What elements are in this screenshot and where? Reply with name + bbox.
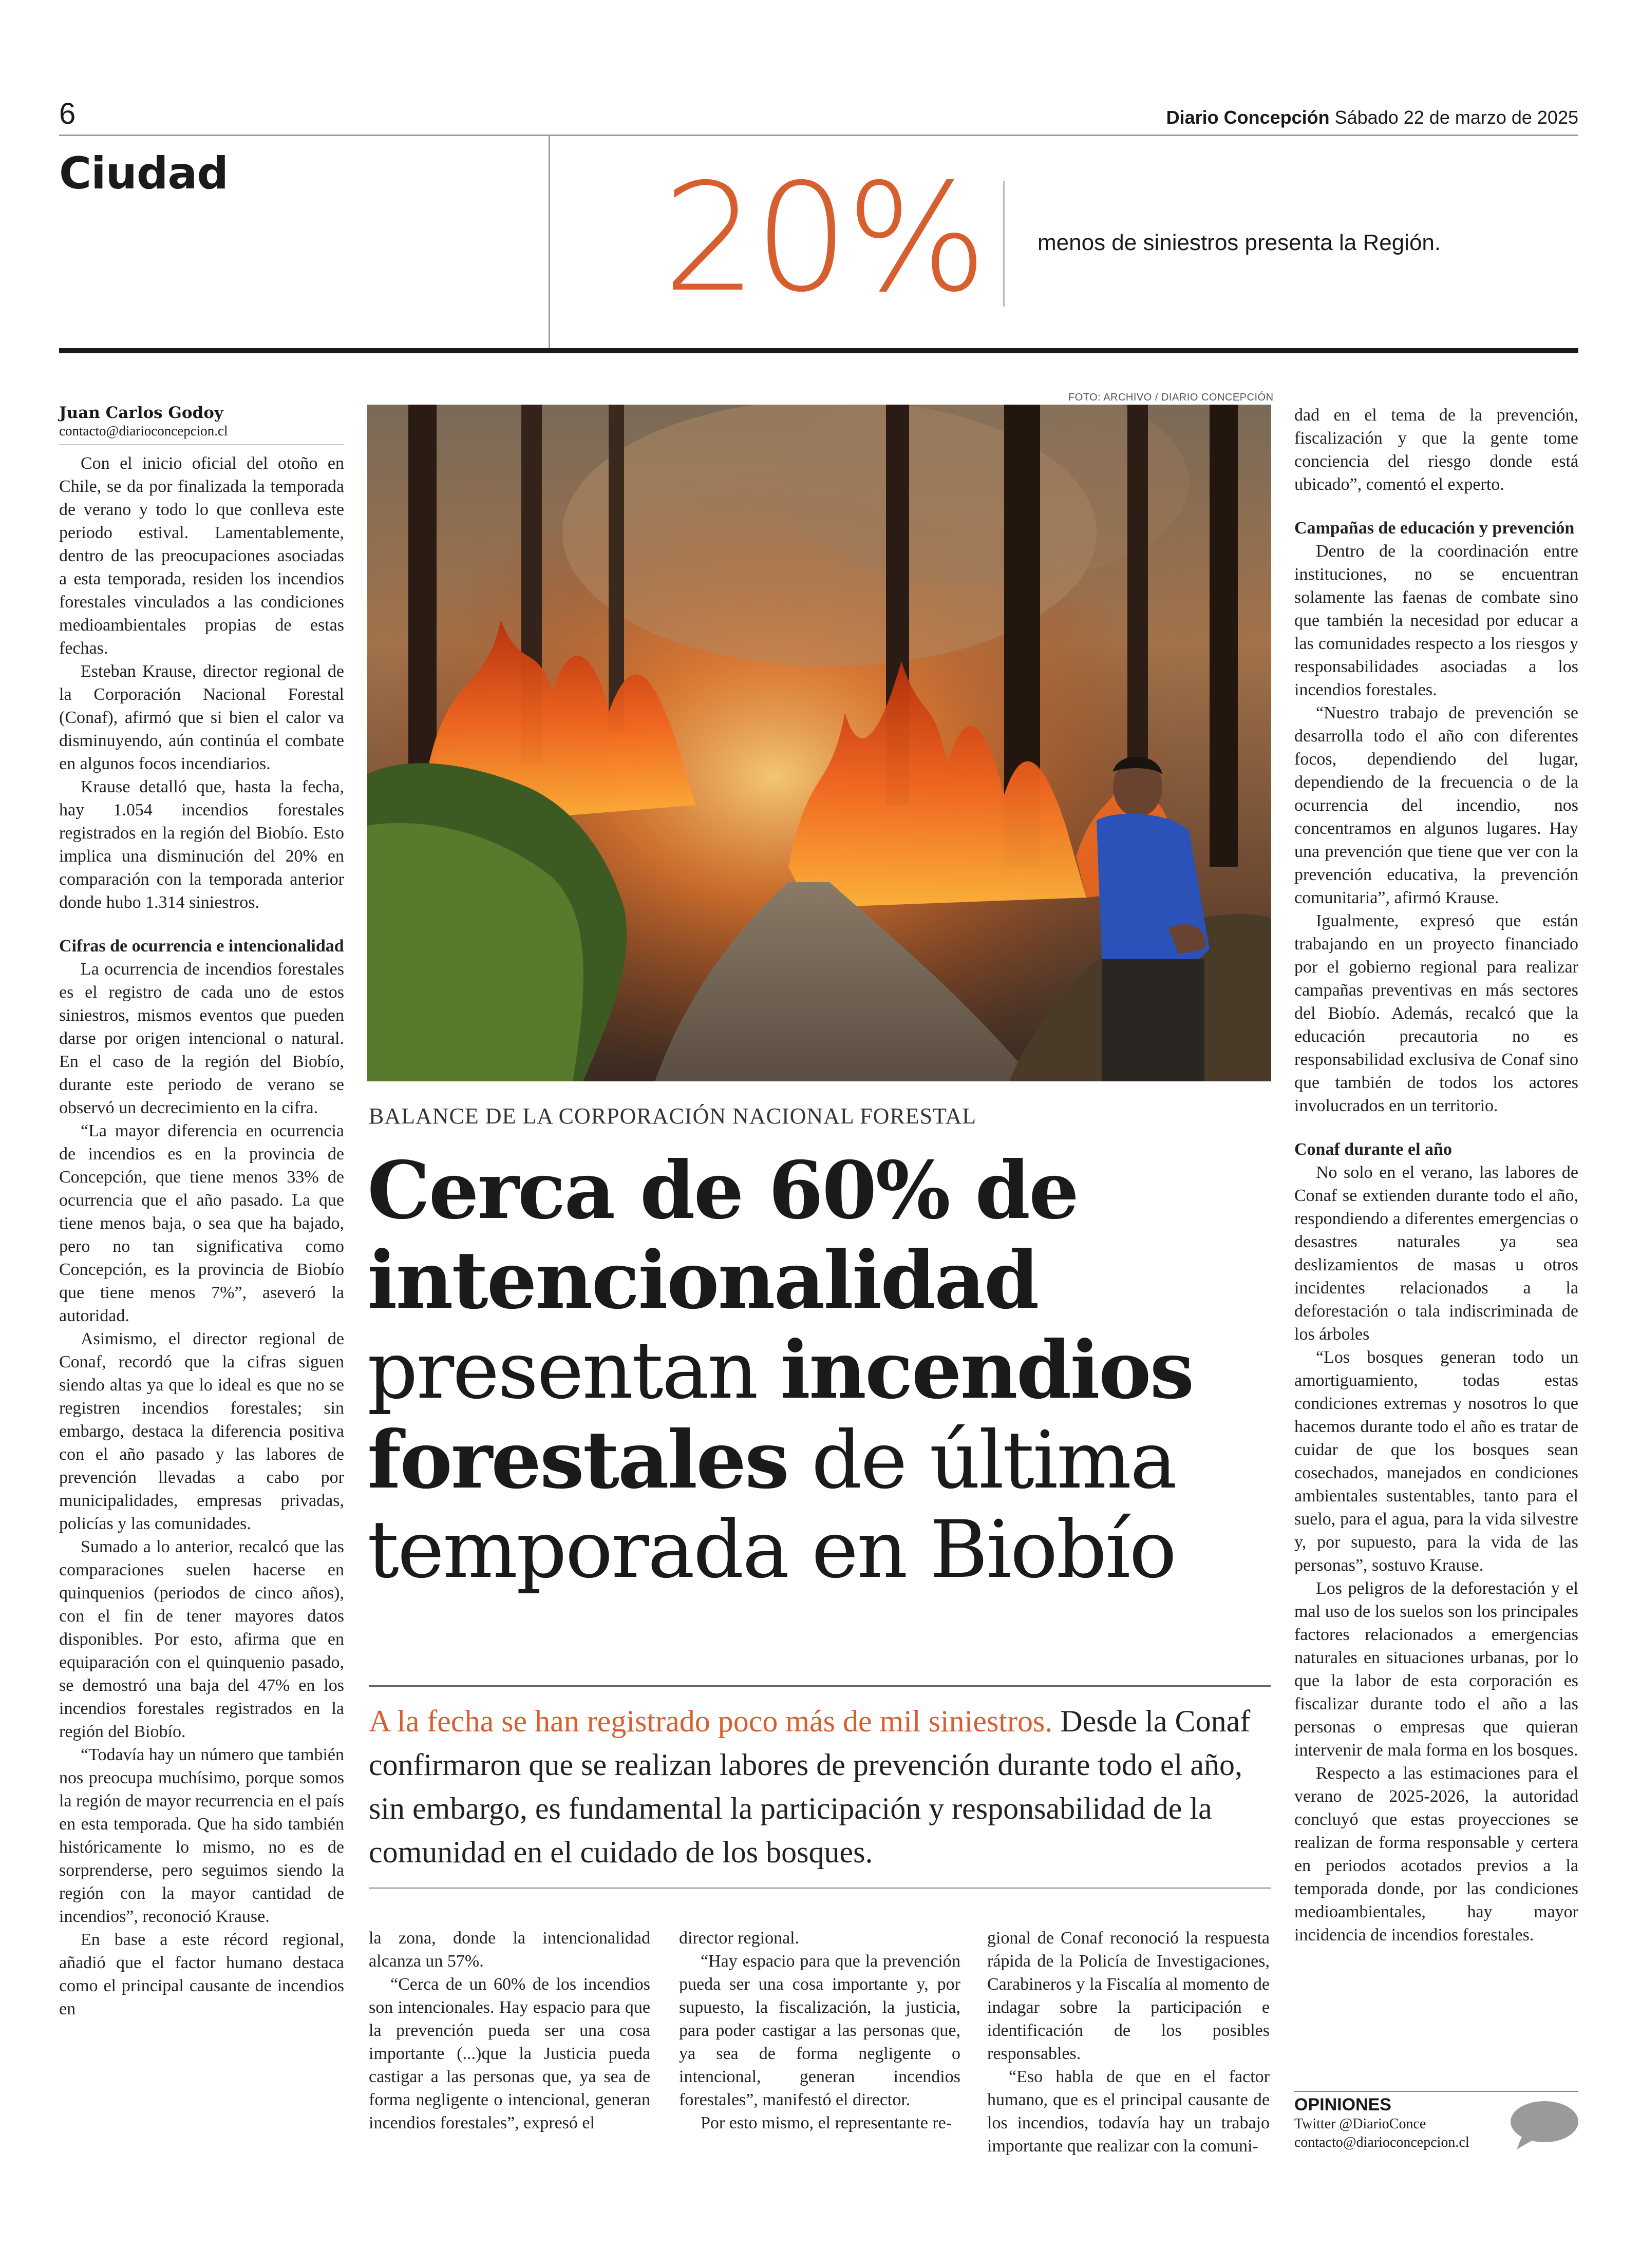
opinions-rule [1294,2091,1578,2092]
headline-rule [369,1685,1271,1687]
lede [369,1700,1271,1874]
stat-value: 20% [663,152,985,325]
paragraph: Con el inicio oficial del otoño en Chile, se da por finalizada la temporada de verano y todo lo que conlleva este periodo estival. Lamentablemente, dentro de las preocupaciones asociadas a esta temporada, residen los incendios forestales vinculados a las condiciones medioambientales propias de estas fechas. [59,454,344,658]
paragraph: No solo en el verano, las labores de Conaf se extienden durante todo el año, respondiendo a diferentes emergencias o desastres naturales ya sea deslizamientos de masas u otros incidentes relacionados a la deforestación o tala indiscriminada de los árboles [1294,1163,1578,1344]
paragraph: Los peligros de la deforestación y el mal uso de los suelos son los principales factores relacionados a emergencias naturales en situaciones urbanas, por lo que la labor de esta corporación es fiscalizar durante todo el año a las personas o empresas que quieran intervenir de mala forma en los bosques. [1294,1579,1578,1760]
paragraph: “Eso habla de que en el factor humano, que es el principal causante de los incendios, todavía hay un trabajo importante que realizar con la comuni- [987,2067,1270,2156]
forest-fire-photo [367,405,1271,1081]
lede-highlight: A la fecha se han registrado poco más de mil siniestros. [369,1704,1053,1738]
subheading: Cifras de ocurrencia e intencionalidad [59,937,344,956]
paragraph: dad en el tema de la prevención, fiscalización y que la gente tome conciencia del riesgo donde está ubicado”, comentó el experto. [1294,406,1578,494]
paragraph: “Hay espacio para que la prevención pueda ser una cosa importante y, por supuesto, la fiscalización, la justicia, para poder castigar a las personas que, ya sea de forma negligente o intencional, generan incendios forestales”, manifestó el director. [679,1952,960,2109]
paragraph: “Nuestro trabajo de prevención se desarrolla todo el año con diferentes focos, dependiendo del lugar, dependiendo de la frecuencia o de la ocurrencia del incendio, nos concentramos en algunos lugares. Hay una prevención que tiene que ver con la prevención educativa, la prevención comunitaria”, afirmó Krause. [1294,703,1578,907]
stat-label: menos de siniestros presenta la Región. [1038,230,1441,255]
section-title: Ciudad [59,148,228,199]
paragraph: Respecto a las estimaciones para el verano de 2025-2026, la autoridad concluyó que estas proyecciones se realizan de forma responsable y certera en periodos acotados previos a la temporada donde, por las condiciones medioambientales, hay mayor incidencia de incendios forestales. [1294,1764,1578,1945]
paragraph: director regional. [679,1929,800,1948]
paragraph: Dentro de la coordinación entre instituciones, no se encuentran solamente las faenas de combate sino que también la necesidad por educar a las comunidades respecto a los riesgos y responsabilidades asociadas a los incendios forestales. [1294,542,1578,699]
paragraph: “Todavía hay un número que también nos preocupa muchísimo, porque somos la región de mayor recurrencia en el país en esta temporada. Que ha sido también históricamente lo mismo, no es de sorprenderse, pero seguimos siendo la región con la mayor cantidad de incendios”, reconoció Krause. [59,1745,344,1926]
article-column-4 [987,1927,1270,2158]
paper-name: Diario Concepción [1166,107,1330,128]
paragraph: Sumado a lo anterior, recalcó que las comparaciones suelen hacerse en quinquenios (periodos de cinco años), con el fin de tener mayores datos disponibles. Por esto, afirma que en equiparación con el quinquenio pasado, se demostró una baja del 47% en los incendios forestales registrados en la región del Biobío. [59,1537,344,1741]
opinions-email[interactable]: contacto@diarioconcepcion.cl [1294,2134,1469,2150]
paragraph: Esteban Krause, director regional de la Corporación Nacional Forestal (Conaf), afirmó que si bien el calor va disminuyendo, aún continúa el combate en algunos focos incendiarios. [59,662,344,773]
author-name: Juan Carlos Godoy [59,404,223,422]
paragraph: “Cerca de un 60% de los incendios son intencionales. Hay espacio para que la prevención pueda ser una cosa importante (...)que la Justicia pueda castigar a las personas que, ya sea de forma negligente o intencional, generan incendios forestales”, expresó el [369,1975,650,2132]
subheading: Conaf durante el año [1294,1140,1452,1159]
paragraph: “La mayor diferencia en ocurrencia de incendios es en la provincia de Concepción, que tiene menos 33% de ocurrencia que el año pasado. La que tiene menos baja, o sea que ha bajado, pero no tan significativa como Concepción, es la provincia de Biobío que tiene menos 7%”, aseveró la autoridad. [59,1121,344,1325]
headline-part-2: presentan [367,1325,757,1417]
headline-part-4: de última temporada en Biobío [367,1415,1176,1596]
speech-bubble-icon [1507,2100,1579,2151]
headline-part-3: incendios forestales [367,1324,1193,1507]
kicker: BALANCE DE LA CORPORACIÓN NACIONAL FORESTAL [369,1103,977,1129]
paragraph: gional de Conaf reconoció la respuesta rápida de la Policía de Investigaciones, Carabineros y la Fiscalía al momento de indagar sobre la participación e identificación de los posibles responsables. [987,1929,1270,2063]
paragraph: Igualmente, expresó que están trabajando en un proyecto financiado por el gobierno regional para realizar campañas preventivas en más sectores del Biobío. Además, recalcó que la educación precautoria no es responsabilidad exclusiva de Conaf sino que también de todos los actores involucrados en un territorio. [1294,911,1578,1115]
paragraph: “Los bosques generan todo un amortiguamiento, todas estas condiciones extremas y nosotros lo que hacemos durante todo el año es tratar de cuidar de que los bosques sean cosechados, manejados en condiciones ambientales sustentables, tanto para el suelo, para el agua, para la vida silvestre y, por supuesto, para la vida de las personas”, sostuvo Krause. [1294,1348,1578,1575]
lede-rule [369,1888,1271,1889]
paragraph: En base a este récord regional, añadió que el factor humano destaca como el principal causante de incendios en [59,1930,344,2018]
article-column-5 [1294,404,1578,1947]
opinions-twitter[interactable]: Twitter @DiarioConce [1294,2116,1426,2132]
author-email: contacto@diarioconcepcion.cl [59,423,228,439]
paragraph: Krause detalló que, hasta la fecha, hay 1.054 incendios forestales registrados en la región del Biobío. Esto implica una disminución del 20% en comparación con la temporada anterior donde hubo 1.314 siniestros. [59,777,344,912]
header-divider [549,135,550,349]
article-column-2 [369,1927,650,2134]
subheading: Campañas de educación y prevención [1294,519,1575,538]
page-number: 6 [59,97,76,130]
opinions-title: OPINIONES [1294,2095,1391,2114]
photo-credit: FOTO: ARCHIVO / DIARIO CONCEPCIÓN [1068,392,1274,403]
headline [367,1146,1271,1595]
stat-divider [1003,181,1005,307]
paragraph: la zona, donde la intencionalidad alcanza un 57%. [369,1929,650,1971]
lede-text: Desde la Conaf confirmaron que se realizan labores de prevención durante todo el año, sin embargo, es fundamental la participación y responsabilidad de la comunidad en el cuidado de los bosques. [369,1704,1251,1869]
article-column-1 [59,452,344,2021]
byline-rule [59,444,344,445]
paragraph: Asimismo, el director regional de Conaf, recordó que la cifras siguen siendo altas ya que lo ideal es que no se registren incendios forestales; sin embargo, destaca la diferencia positiva con el año pasado y las labores de prevención llevadas a cabo por municipalidades, empresas privadas, policías y las comunidades. [59,1329,344,1533]
article-column-3 [679,1927,960,2134]
paragraph: La ocurrencia de incendios forestales es el registro de cada uno de estos siniestros, mismos eventos que pueden darse por origen intencional o natural. En el caso de la región del Biobío, durante este periodo de verano se observó un decrecimiento en la cifra. [59,960,344,1117]
byline [59,404,344,445]
header-thick-rule [59,348,1578,353]
headline-part-1: Cerca de 60% de intencionalidad [367,1144,1078,1327]
header-rule [59,135,1578,136]
masthead [1166,107,1578,128]
paragraph: Por esto mismo, el representante re- [701,2113,952,2132]
issue-date: Sábado 22 de marzo de 2025 [1334,107,1578,128]
